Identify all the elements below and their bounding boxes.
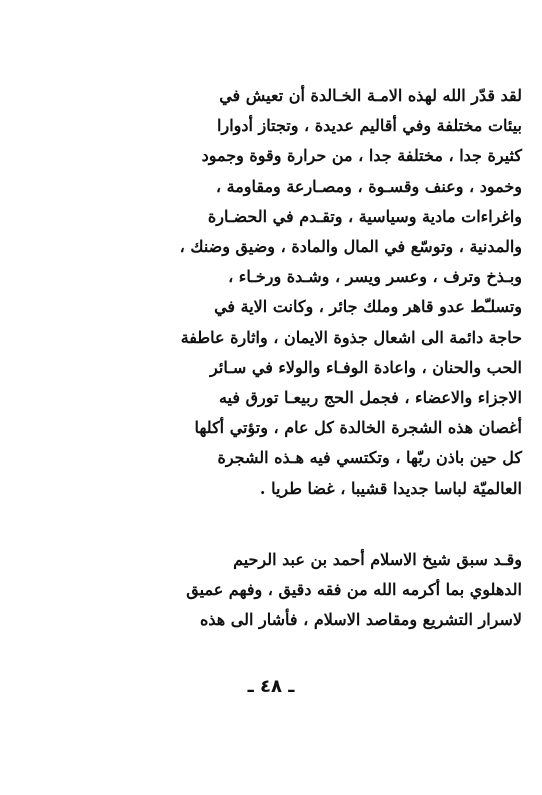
paragraph-line: الحب والحنان ، واعادة الوفـاء والولاء في سـائر (210, 357, 522, 377)
paragraph-line: لاسرار التشريع ومقاصد الاسلام ، فأشار الى هذه (200, 610, 522, 630)
paragraph-line: والمدنية ، وتوسّع في المال والمادة ، وضيق وضنك ، (179, 237, 522, 257)
paragraph-line: الاجزاء والاعضاء ، فجمل الحج ربيعـا تورق فيه (218, 388, 522, 408)
paragraph-line: كل حين باذن ربّها ، وتكتسي فيه هـذه الشجرة (217, 448, 522, 468)
paragraph-line: لقد قدّر الله لهذه الامـة الخـالدة أن تعيش في (219, 86, 522, 105)
paragraph-line: الدهلوي بما أكرمه الله من فقه دقيق ، وفهم عميق (186, 580, 522, 600)
page-number: ـ ٤٨ ـ (247, 676, 295, 697)
paragraph-line: وقـد سبق شيخ الاسلام أحمد بن عبد الرحيم (233, 550, 522, 569)
paragraph-line: أغصان هذه الشجرة الخالدة كل عام ، وتؤتي أكلها (194, 418, 522, 438)
paragraph-2 (24, 545, 522, 636)
paragraph-line: وتسلـّط عدو قاهر وملك جائر ، وكانت الاية في (214, 297, 522, 317)
paragraph-line: واغراءات مادية وسياسية ، وتقـدم في الحضـارة (207, 206, 522, 226)
paragraph-line: العالميّة لباسا جديدا قشيبا ، غضا طريا . (259, 478, 522, 498)
paragraph-line: حاجة دائمة الى اشعال جذوة الايمان ، واثارة عاطفة (180, 327, 522, 347)
paragraph-line: وخمود ، وعنف وقسـوة ، ومصـارعة ومقاومة ، (215, 176, 522, 196)
paragraph-1 (24, 81, 522, 504)
paragraph-line: وبـذخ وترف ، وعسر ويسر ، وشـدة ورخـاء ، (228, 267, 522, 287)
paragraph-line: كثيرة جدا ، مختلفة جدا ، من حرارة وقوة وجمود (201, 146, 522, 166)
paragraph-line: بيئات مختلفة وفي أقاليم عديدة ، وتجتاز أدوارا (217, 116, 522, 136)
